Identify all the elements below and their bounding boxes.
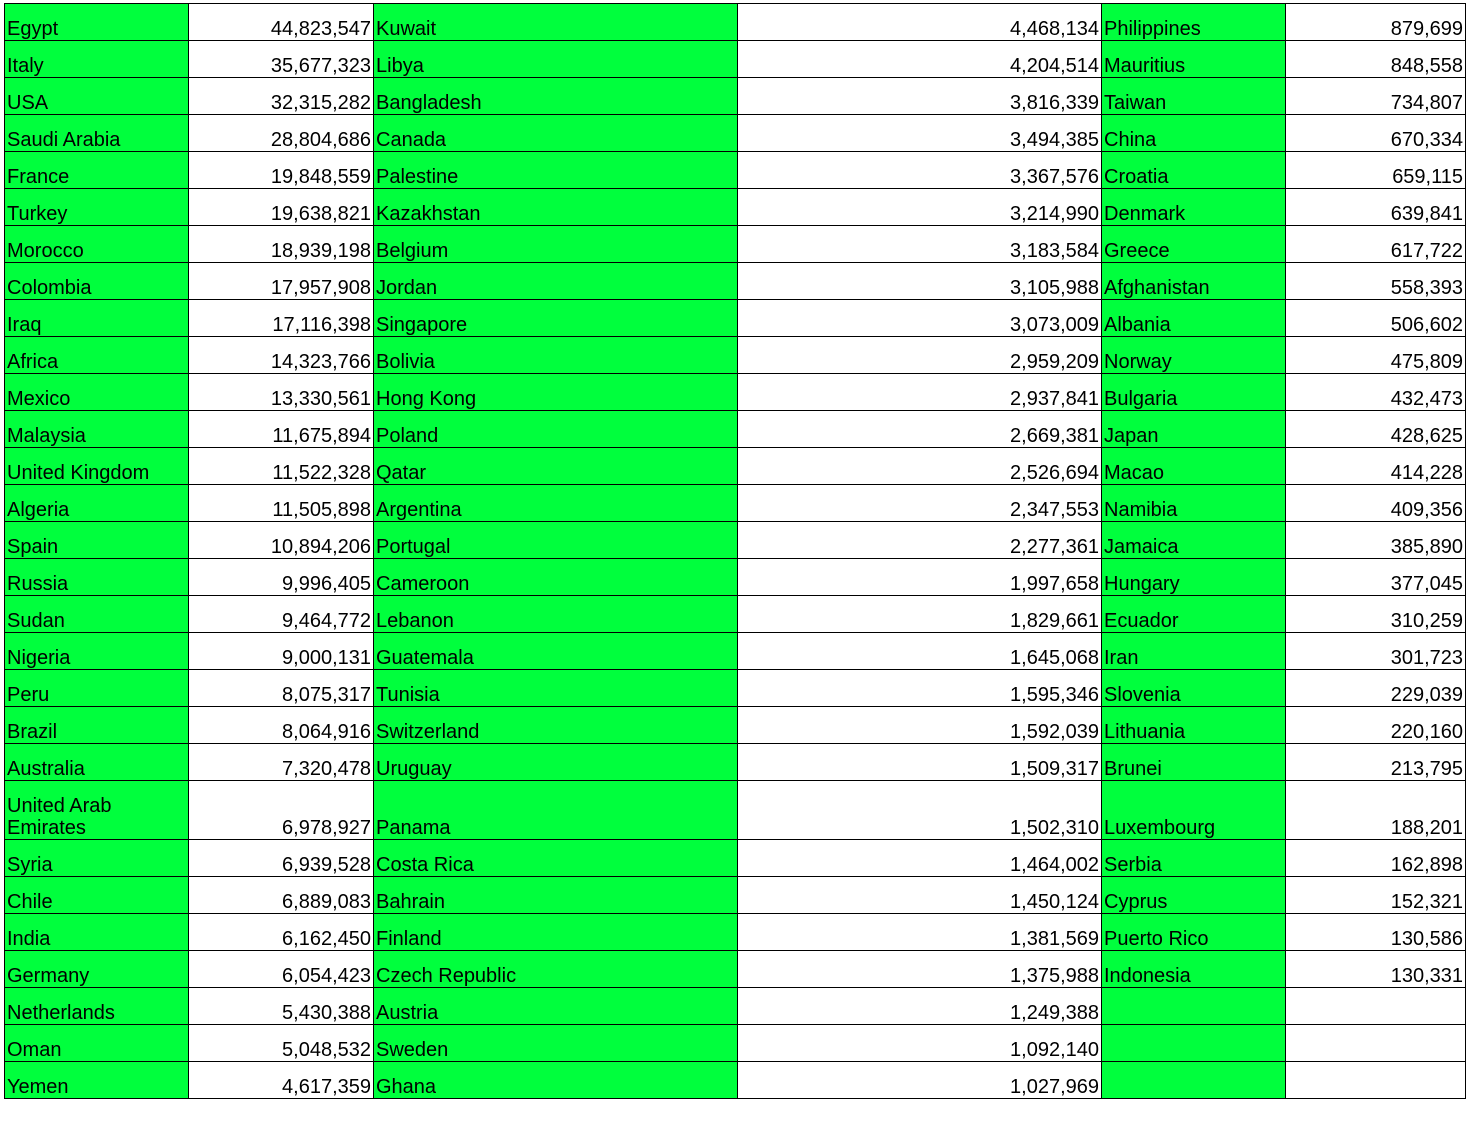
country-value-cell[interactable]: 9,996,405 xyxy=(189,559,374,596)
table-body xyxy=(5,4,1466,1099)
country-name-cell[interactable]: Macao xyxy=(1102,448,1286,485)
country-name-cell[interactable]: Guatemala xyxy=(374,633,738,670)
country-name-cell[interactable]: Oman xyxy=(5,1025,189,1062)
country-name-cell[interactable]: Russia xyxy=(5,559,189,596)
country-value-cell[interactable]: 14,323,766 xyxy=(189,337,374,374)
country-value-cell[interactable]: 11,675,894 xyxy=(189,411,374,448)
table-row xyxy=(5,633,1466,670)
country-value-cell[interactable]: 10,894,206 xyxy=(189,522,374,559)
table-row xyxy=(5,115,1466,152)
country-name-cell[interactable]: Greece xyxy=(1102,226,1286,263)
country-name-cell[interactable]: Nigeria xyxy=(5,633,189,670)
country-name-cell[interactable]: Iraq xyxy=(5,300,189,337)
country-name-cell[interactable]: India xyxy=(5,914,189,951)
country-value-cell[interactable]: 188,201 xyxy=(1286,781,1466,840)
table-row xyxy=(5,1062,1466,1099)
country-value-cell[interactable]: 432,473 xyxy=(1286,374,1466,411)
country-name-cell[interactable]: Hong Kong xyxy=(374,374,738,411)
country-name-cell[interactable]: Hungary xyxy=(1102,559,1286,596)
country-value-cell[interactable]: 8,075,317 xyxy=(189,670,374,707)
country-value-cell[interactable]: 848,558 xyxy=(1286,41,1466,78)
country-name-cell[interactable]: Canada xyxy=(374,115,738,152)
country-value-cell[interactable]: 6,889,083 xyxy=(189,877,374,914)
country-value-cell[interactable]: 19,848,559 xyxy=(189,152,374,189)
table-row xyxy=(5,1025,1466,1062)
country-name-cell[interactable]: Namibia xyxy=(1102,485,1286,522)
table-row xyxy=(5,263,1466,300)
table-row xyxy=(5,951,1466,988)
country-name-cell[interactable]: Finland xyxy=(374,914,738,951)
country-name-cell[interactable]: Palestine xyxy=(374,152,738,189)
country-value-cell[interactable]: 414,228 xyxy=(1286,448,1466,485)
country-value-cell[interactable]: 879,699 xyxy=(1286,4,1466,41)
country-value-cell[interactable]: 220,160 xyxy=(1286,707,1466,744)
country-value-cell[interactable]: 1,509,317 xyxy=(738,744,1102,781)
country-value-cell[interactable]: 2,959,209 xyxy=(738,337,1102,374)
country-value-cell[interactable]: 4,204,514 xyxy=(738,41,1102,78)
country-value-cell[interactable]: 617,722 xyxy=(1286,226,1466,263)
country-value-cell[interactable]: 2,347,553 xyxy=(738,485,1102,522)
table-row xyxy=(5,152,1466,189)
country-name-cell[interactable]: Cameroon xyxy=(374,559,738,596)
country-name-cell[interactable]: Puerto Rico xyxy=(1102,914,1286,951)
country-value-cell[interactable]: 1,997,658 xyxy=(738,559,1102,596)
country-value-cell[interactable]: 17,957,908 xyxy=(189,263,374,300)
country-value-cell[interactable]: 6,054,423 xyxy=(189,951,374,988)
country-value-cell[interactable]: 475,809 xyxy=(1286,337,1466,374)
country-value-cell[interactable]: 558,393 xyxy=(1286,263,1466,300)
country-name-cell[interactable]: Australia xyxy=(5,744,189,781)
country-name-cell[interactable]: Mexico xyxy=(5,374,189,411)
country-value-cell[interactable]: 3,367,576 xyxy=(738,152,1102,189)
country-value-cell[interactable]: 2,526,694 xyxy=(738,448,1102,485)
table-row xyxy=(5,744,1466,781)
country-value-cell[interactable]: 6,162,450 xyxy=(189,914,374,951)
country-value-cell[interactable]: 506,602 xyxy=(1286,300,1466,337)
country-value-cell[interactable]: 2,277,361 xyxy=(738,522,1102,559)
table-row xyxy=(5,522,1466,559)
table-row xyxy=(5,411,1466,448)
table-row xyxy=(5,4,1466,41)
country-value-cell[interactable]: 7,320,478 xyxy=(189,744,374,781)
country-value-cell[interactable]: 44,823,547 xyxy=(189,4,374,41)
table-row xyxy=(5,840,1466,877)
country-name-cell[interactable]: Kuwait xyxy=(374,4,738,41)
country-value-cell[interactable]: 1,645,068 xyxy=(738,633,1102,670)
country-name-cell[interactable]: Turkey xyxy=(5,189,189,226)
table-row xyxy=(5,596,1466,633)
country-value-cell[interactable]: 213,795 xyxy=(1286,744,1466,781)
country-name-cell[interactable]: Afghanistan xyxy=(1102,263,1286,300)
country-name-cell[interactable]: Cyprus xyxy=(1102,877,1286,914)
country-name-cell[interactable]: Colombia xyxy=(5,263,189,300)
country-value-cell[interactable]: 409,356 xyxy=(1286,485,1466,522)
country-value-cell[interactable]: 6,939,528 xyxy=(189,840,374,877)
country-name-cell[interactable]: France xyxy=(5,152,189,189)
country-value-cell[interactable]: 734,807 xyxy=(1286,78,1466,115)
country-value-cell[interactable] xyxy=(1286,1025,1466,1062)
country-value-cell[interactable]: 1,027,969 xyxy=(738,1062,1102,1099)
country-value-cell[interactable]: 4,468,134 xyxy=(738,4,1102,41)
country-value-cell[interactable]: 377,045 xyxy=(1286,559,1466,596)
table-row xyxy=(5,559,1466,596)
country-value-cell[interactable]: 11,522,328 xyxy=(189,448,374,485)
country-value-cell[interactable]: 1,595,346 xyxy=(738,670,1102,707)
country-name-cell[interactable]: USA xyxy=(5,78,189,115)
country-name-cell[interactable]: Belgium xyxy=(374,226,738,263)
country-value-cell[interactable]: 3,816,339 xyxy=(738,78,1102,115)
country-value-cell[interactable]: 152,321 xyxy=(1286,877,1466,914)
country-name-cell[interactable]: Saudi Arabia xyxy=(5,115,189,152)
country-value-cell[interactable]: 229,039 xyxy=(1286,670,1466,707)
country-name-cell[interactable]: Serbia xyxy=(1102,840,1286,877)
country-name-cell[interactable]: Uruguay xyxy=(374,744,738,781)
country-value-cell[interactable]: 3,214,990 xyxy=(738,189,1102,226)
country-name-cell[interactable]: Chile xyxy=(5,877,189,914)
country-name-cell[interactable]: Costa Rica xyxy=(374,840,738,877)
table-row xyxy=(5,670,1466,707)
country-name-cell[interactable]: United Kingdom xyxy=(5,448,189,485)
country-value-cell[interactable]: 9,000,131 xyxy=(189,633,374,670)
country-value-cell[interactable]: 2,669,381 xyxy=(738,411,1102,448)
country-name-cell[interactable] xyxy=(1102,988,1286,1025)
country-name-cell[interactable]: Switzerland xyxy=(374,707,738,744)
country-value-table xyxy=(4,3,1466,1099)
country-name-cell[interactable]: United Arab Emirates xyxy=(5,781,189,840)
table-row xyxy=(5,781,1466,840)
country-value-cell[interactable]: 18,939,198 xyxy=(189,226,374,263)
country-name-cell[interactable] xyxy=(1102,1025,1286,1062)
country-name-cell[interactable]: Malaysia xyxy=(5,411,189,448)
country-name-cell[interactable]: Iran xyxy=(1102,633,1286,670)
country-name-cell[interactable]: Jamaica xyxy=(1102,522,1286,559)
country-value-cell[interactable]: 2,937,841 xyxy=(738,374,1102,411)
country-value-cell[interactable]: 301,723 xyxy=(1286,633,1466,670)
country-name-cell[interactable]: Lebanon xyxy=(374,596,738,633)
country-value-cell[interactable]: 5,048,532 xyxy=(189,1025,374,1062)
country-value-cell[interactable]: 130,331 xyxy=(1286,951,1466,988)
country-value-cell[interactable]: 6,978,927 xyxy=(189,781,374,840)
country-value-cell[interactable]: 13,330,561 xyxy=(189,374,374,411)
country-name-cell[interactable]: Netherlands xyxy=(5,988,189,1025)
country-value-cell[interactable]: 162,898 xyxy=(1286,840,1466,877)
country-value-cell[interactable]: 1,375,988 xyxy=(738,951,1102,988)
country-name-cell[interactable]: Denmark xyxy=(1102,189,1286,226)
country-value-cell[interactable]: 11,505,898 xyxy=(189,485,374,522)
table-row xyxy=(5,448,1466,485)
country-value-cell[interactable]: 670,334 xyxy=(1286,115,1466,152)
country-name-cell[interactable]: Tunisia xyxy=(374,670,738,707)
country-name-cell[interactable]: Singapore xyxy=(374,300,738,337)
country-name-cell[interactable]: Ecuador xyxy=(1102,596,1286,633)
country-value-cell[interactable]: 1,450,124 xyxy=(738,877,1102,914)
country-value-cell[interactable]: 3,183,584 xyxy=(738,226,1102,263)
country-name-cell[interactable]: Norway xyxy=(1102,337,1286,374)
country-name-cell[interactable]: Argentina xyxy=(374,485,738,522)
country-name-cell[interactable]: Italy xyxy=(5,41,189,78)
table-row xyxy=(5,189,1466,226)
country-name-cell[interactable]: Libya xyxy=(374,41,738,78)
country-value-cell[interactable]: 3,105,988 xyxy=(738,263,1102,300)
country-name-cell[interactable]: Syria xyxy=(5,840,189,877)
table-row xyxy=(5,337,1466,374)
country-name-cell[interactable]: Egypt xyxy=(5,4,189,41)
country-value-cell[interactable]: 4,617,359 xyxy=(189,1062,374,1099)
country-name-cell[interactable]: Bulgaria xyxy=(1102,374,1286,411)
country-value-cell[interactable]: 8,064,916 xyxy=(189,707,374,744)
table-row xyxy=(5,707,1466,744)
country-name-cell[interactable]: Mauritius xyxy=(1102,41,1286,78)
country-name-cell[interactable]: Algeria xyxy=(5,485,189,522)
country-value-cell[interactable]: 1,464,002 xyxy=(738,840,1102,877)
country-name-cell[interactable]: Slovenia xyxy=(1102,670,1286,707)
country-value-cell[interactable] xyxy=(1286,1062,1466,1099)
table-row xyxy=(5,988,1466,1025)
country-name-cell[interactable]: Philippines xyxy=(1102,4,1286,41)
country-value-cell[interactable]: 1,502,310 xyxy=(738,781,1102,840)
table-row xyxy=(5,374,1466,411)
country-name-cell[interactable]: Poland xyxy=(374,411,738,448)
country-value-cell[interactable]: 310,259 xyxy=(1286,596,1466,633)
country-name-cell[interactable]: Africa xyxy=(5,337,189,374)
country-value-cell[interactable]: 1,829,661 xyxy=(738,596,1102,633)
table-row xyxy=(5,485,1466,522)
country-name-cell[interactable] xyxy=(1102,1062,1286,1099)
country-value-cell[interactable]: 35,677,323 xyxy=(189,41,374,78)
country-value-cell[interactable]: 5,430,388 xyxy=(189,988,374,1025)
country-name-cell[interactable]: Bangladesh xyxy=(374,78,738,115)
country-name-cell[interactable]: Bolivia xyxy=(374,337,738,374)
country-name-cell[interactable]: Ghana xyxy=(374,1062,738,1099)
country-name-cell[interactable]: Morocco xyxy=(5,226,189,263)
country-name-cell[interactable]: China xyxy=(1102,115,1286,152)
country-value-cell[interactable]: 1,092,140 xyxy=(738,1025,1102,1062)
table-row xyxy=(5,877,1466,914)
country-value-cell[interactable]: 3,494,385 xyxy=(738,115,1102,152)
table-row xyxy=(5,300,1466,337)
country-value-cell[interactable]: 32,315,282 xyxy=(189,78,374,115)
country-value-cell[interactable]: 17,116,398 xyxy=(189,300,374,337)
country-name-cell[interactable]: Albania xyxy=(1102,300,1286,337)
table-row xyxy=(5,226,1466,263)
country-name-cell[interactable]: Lithuania xyxy=(1102,707,1286,744)
country-value-cell[interactable]: 9,464,772 xyxy=(189,596,374,633)
country-name-cell[interactable]: Taiwan xyxy=(1102,78,1286,115)
country-name-cell[interactable]: Spain xyxy=(5,522,189,559)
country-name-cell[interactable]: Brunei xyxy=(1102,744,1286,781)
country-value-cell[interactable]: 428,625 xyxy=(1286,411,1466,448)
country-name-cell[interactable]: Bahrain xyxy=(374,877,738,914)
country-name-cell[interactable]: Qatar xyxy=(374,448,738,485)
country-name-cell[interactable]: Kazakhstan xyxy=(374,189,738,226)
country-value-cell[interactable]: 659,115 xyxy=(1286,152,1466,189)
table-row xyxy=(5,914,1466,951)
country-value-cell[interactable]: 130,586 xyxy=(1286,914,1466,951)
country-name-cell[interactable]: Germany xyxy=(5,951,189,988)
country-value-cell[interactable] xyxy=(1286,988,1466,1025)
country-name-cell[interactable]: Croatia xyxy=(1102,152,1286,189)
country-name-cell[interactable]: Sudan xyxy=(5,596,189,633)
country-name-cell[interactable]: Peru xyxy=(5,670,189,707)
table-row xyxy=(5,41,1466,78)
country-name-cell[interactable]: Indonesia xyxy=(1102,951,1286,988)
country-name-cell[interactable]: Jordan xyxy=(374,263,738,300)
table-row xyxy=(5,78,1466,115)
country-name-cell[interactable]: Panama xyxy=(374,781,738,840)
country-name-cell[interactable]: Yemen xyxy=(5,1062,189,1099)
country-value-cell[interactable]: 19,638,821 xyxy=(189,189,374,226)
country-name-cell[interactable]: Japan xyxy=(1102,411,1286,448)
country-name-cell[interactable]: Czech Republic xyxy=(374,951,738,988)
country-name-cell[interactable]: Sweden xyxy=(374,1025,738,1062)
country-name-cell[interactable]: Austria xyxy=(374,988,738,1025)
country-name-cell[interactable]: Luxembourg xyxy=(1102,781,1286,840)
country-value-cell[interactable]: 3,073,009 xyxy=(738,300,1102,337)
country-value-cell[interactable]: 1,381,569 xyxy=(738,914,1102,951)
country-value-cell[interactable]: 639,841 xyxy=(1286,189,1466,226)
country-value-cell[interactable]: 1,249,388 xyxy=(738,988,1102,1025)
country-value-cell[interactable]: 1,592,039 xyxy=(738,707,1102,744)
country-name-cell[interactable]: Brazil xyxy=(5,707,189,744)
country-value-cell[interactable]: 28,804,686 xyxy=(189,115,374,152)
country-value-cell[interactable]: 385,890 xyxy=(1286,522,1466,559)
country-name-cell[interactable]: Portugal xyxy=(374,522,738,559)
